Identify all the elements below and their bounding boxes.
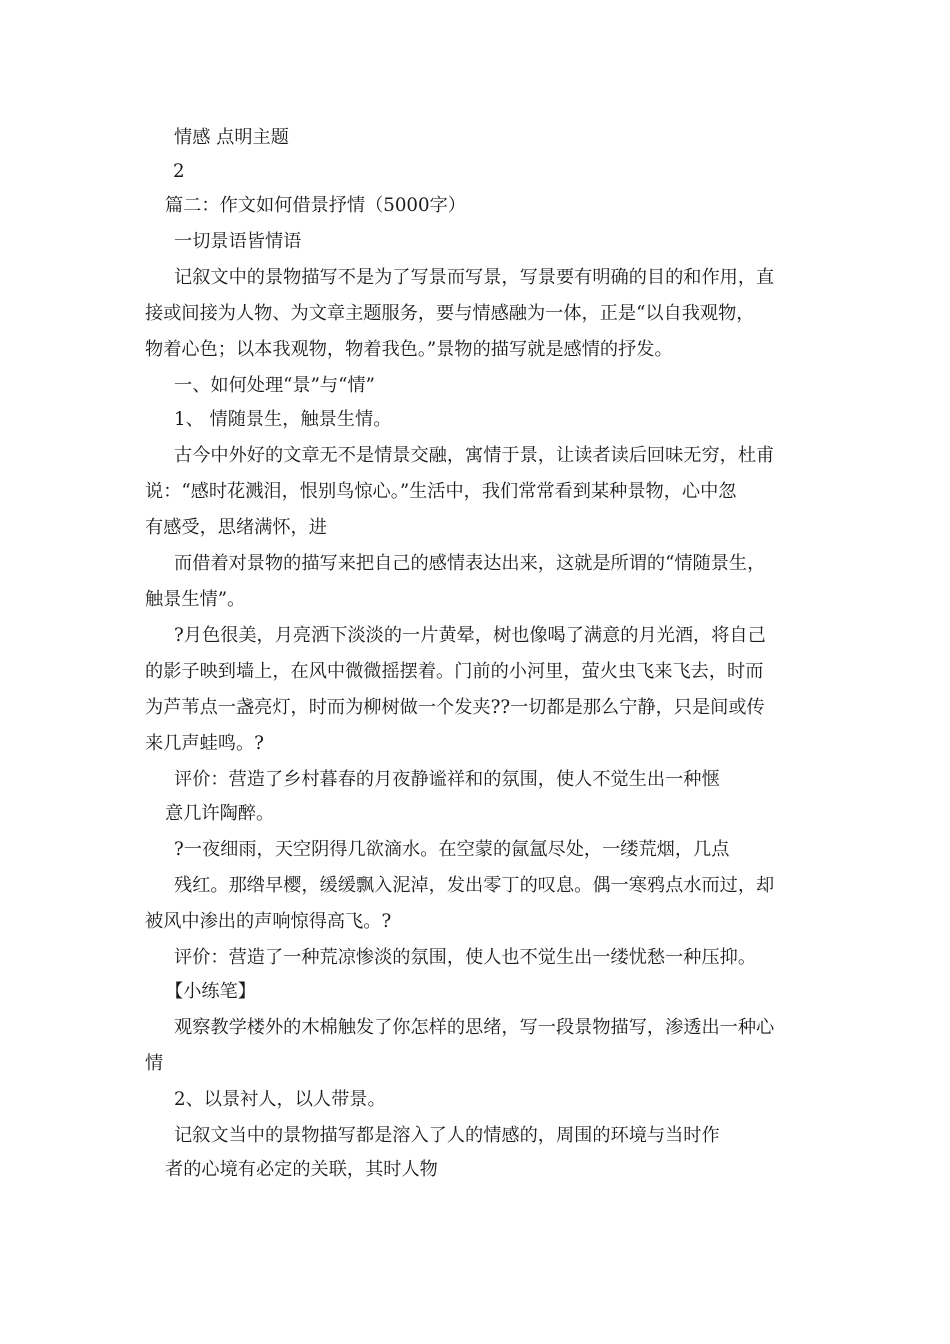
text-line: 意几许陶醉。 bbox=[165, 803, 275, 824]
text-line: 残红。那绺早樱，缓缓飘入泥淖，发出零丁的叹息。偶一寒鸦点水而过，却 bbox=[174, 875, 775, 896]
text-line: ?月色很美，月亮洒下淡淡的一片黄晕，树也像喝了满意的月光酒，将自己 bbox=[174, 625, 766, 646]
section-heading: 篇二：作文如何借景抒情（5000字） bbox=[165, 195, 466, 216]
text-line: 接或间接为人物、为文章主题服务，要与情感融为一体，正是“以自我观物， bbox=[145, 303, 755, 324]
page-number: 2 bbox=[173, 161, 185, 182]
subheading: 1、 情随景生，触景生情。 bbox=[174, 409, 392, 430]
text-line: 的影子映到墙上，在风中微微摇摆着。门前的小河里，萤火虫飞来飞去，时而 bbox=[145, 661, 764, 682]
text-line: 为芦苇点一盏亮灯，时而为柳树做一个发夹??一切都是那么宁静，只是间或传 bbox=[145, 697, 765, 718]
text-line: 而借着对景物的描写来把自己的感情表达出来，这就是所谓的“情随景生， bbox=[174, 553, 766, 574]
text-line: 说：“感时花溅泪，恨别鸟惊心。”生活中，我们常常看到某种景物，心中忽 bbox=[145, 481, 737, 502]
text-line: 评价：营造了一种荒凉惨淡的氛围，使人也不觉生出一缕忧愁一种压抑。 bbox=[174, 947, 757, 968]
text-line: 古今中外好的文章无不是情景交融，寓情于景，让读者读后回味无穷，杜甫 bbox=[174, 445, 775, 466]
text-line: 观察教学楼外的木棉触发了你怎样的思绪，写一段景物描写，渗透出一种心 bbox=[174, 1017, 775, 1038]
text-line: 物着心色；以本我观物，物着我色。”景物的描写就是感情的抒发。 bbox=[145, 339, 673, 360]
text-line: 者的心境有必定的关联，其时人物 bbox=[165, 1159, 438, 1180]
text-line: ?一夜细雨，天空阴得几欲滴水。在空蒙的氤氲尽处，一缕荒烟，几点 bbox=[174, 839, 730, 860]
text-line: 记叙文当中的景物描写都是溶入了人的情感的，周围的环境与当时作 bbox=[174, 1125, 720, 1146]
subheading: 【小练笔】 bbox=[165, 981, 256, 1002]
subheading: 2、以景衬人，以人带景。 bbox=[174, 1089, 386, 1110]
subheading: 一、如何处理“景”与“情” bbox=[174, 375, 375, 396]
subheading: 一切景语皆情语 bbox=[174, 231, 302, 252]
text-line: 记叙文中的景物描写不是为了写景而写景，写景要有明确的目的和作用，直 bbox=[174, 267, 775, 288]
text-line: 来几声蛙鸣。? bbox=[145, 733, 264, 754]
text-line: 情感 点明主题 bbox=[174, 127, 289, 148]
text-line: 触景生情”。 bbox=[145, 589, 246, 610]
text-line: 有感受，思绪满怀，进 bbox=[145, 517, 327, 538]
text-line: 被风中渗出的声响惊得高飞。? bbox=[145, 911, 392, 932]
text-line: 情 bbox=[145, 1053, 164, 1074]
text-line: 评价：营造了乡村暮春的月夜静谧祥和的氛围，使人不觉生出一种惬 bbox=[174, 769, 720, 790]
